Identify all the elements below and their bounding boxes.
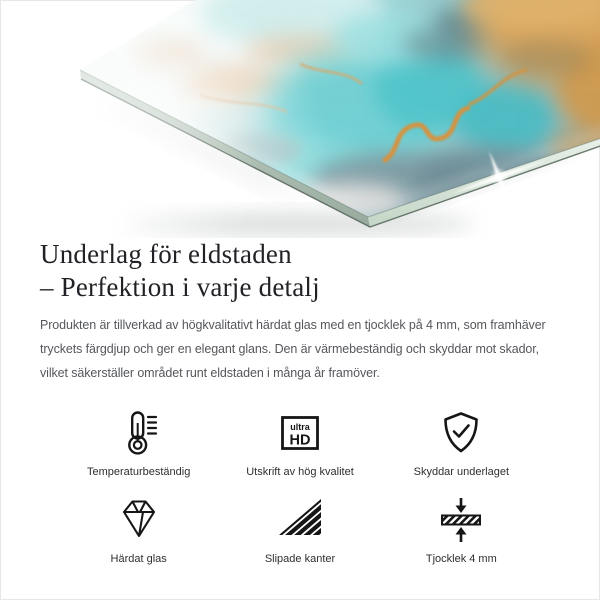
feature-protects-surface xyxy=(381,407,542,478)
feature-tempered-glass xyxy=(58,494,219,565)
ultra-text: ultra xyxy=(290,422,310,432)
thickness-icon xyxy=(437,496,485,544)
glass-panel-image xyxy=(0,0,600,238)
product-photo xyxy=(0,0,600,238)
feature-grid xyxy=(40,407,560,565)
feature-temperature xyxy=(58,407,219,478)
feature-polished-edges xyxy=(219,494,380,565)
beveled-edges-icon xyxy=(276,496,324,544)
page-title-line2: – Perfektion i varje detalj xyxy=(40,272,320,302)
feature-label: Skyddar underlaget xyxy=(413,466,510,478)
page-title xyxy=(40,238,560,304)
feature-label: Slipade kanter xyxy=(264,553,336,565)
description-line: tryckets färgdjup och ger en elegant glans. Den är värmebeständig och skyddar mot skador, xyxy=(40,342,540,356)
hd-text: HD xyxy=(289,432,311,449)
ultra-hd-icon xyxy=(276,409,324,457)
feature-label: Tjocklek 4 mm xyxy=(425,553,497,565)
feature-label: Utskrift av hög kvalitet xyxy=(246,466,354,478)
feature-label: Härdat glas xyxy=(110,553,167,565)
thermometer-icon xyxy=(115,409,163,457)
feature-print-quality xyxy=(219,407,380,478)
product-description xyxy=(40,313,560,385)
description-line: vilket säkerställer området runt eldstaden i många år framöver. xyxy=(40,366,380,380)
corner-light-fade xyxy=(30,30,265,238)
diamond-icon xyxy=(115,496,163,544)
description-section xyxy=(0,238,600,565)
description-line: Produkten är tillverkad av högkvalitativt härdat glas med en tjocklek på 4 mm, som framhäver xyxy=(40,318,546,332)
feature-thickness xyxy=(381,494,542,565)
page-title-line1: Underlag för eldstaden xyxy=(40,239,292,269)
feature-label: Temperaturbeständig xyxy=(86,466,191,478)
shield-check-icon xyxy=(437,409,485,457)
